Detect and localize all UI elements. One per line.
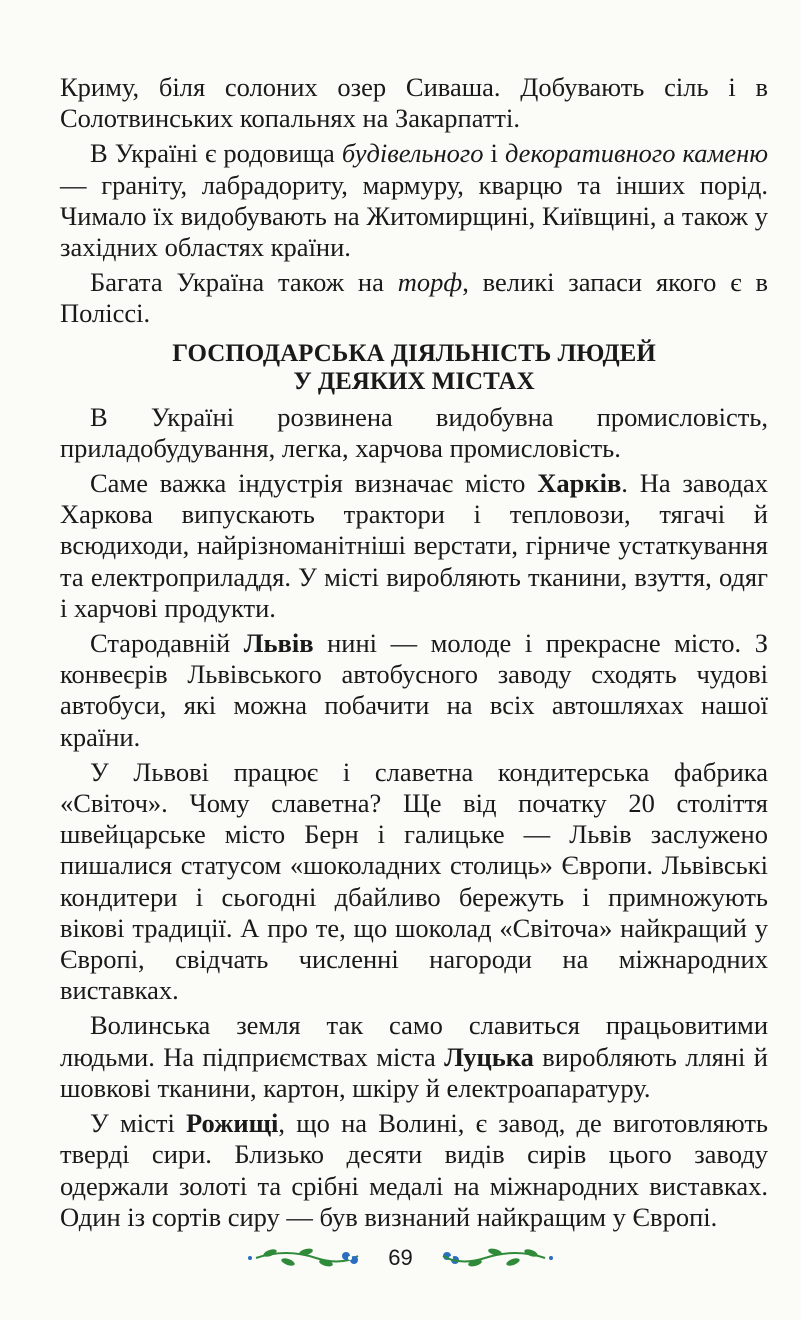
paragraph-svitoch bbox=[60, 757, 768, 1007]
page-text bbox=[60, 72, 768, 1237]
paragraph-text: нині — молоде і прекрасне місто. З конвеєрів Львівського автобусного заводу сходять чудові автобуси, які можна побачити на всіх автошляхах нашої країни. bbox=[60, 628, 768, 752]
page-number: 69 bbox=[388, 1245, 413, 1270]
paragraph-text: , великі запаси якого є в Поліссі. bbox=[60, 267, 768, 329]
paragraph-continuation bbox=[60, 72, 768, 134]
paragraph-stone bbox=[60, 138, 768, 263]
paragraph-text: — граніту, лабрадориту, мармуру, кварцю та інших порід. Чимало їх видобувають на Житомирщині, Київщині, а також у західних областях країни. bbox=[60, 169, 768, 263]
paragraph-text: В Україні розвинена видобувна промисловість, приладобудування, легка, харчова промисловість. bbox=[60, 401, 768, 463]
italic-term: декоративного каменю bbox=[504, 138, 769, 169]
italic-term: торф bbox=[397, 267, 463, 298]
page-footer bbox=[0, 1238, 801, 1278]
paragraph-peat bbox=[60, 267, 768, 329]
paragraph-text: У місті bbox=[90, 1108, 187, 1139]
paragraph-lviv bbox=[60, 628, 768, 753]
bold-city-name: Львів bbox=[243, 628, 314, 659]
paragraph-text: Стародавній bbox=[90, 628, 244, 659]
paragraph-rozhyshche bbox=[60, 1108, 768, 1233]
paragraph-text: В Україні є родовища bbox=[90, 138, 342, 169]
section-heading-line: ГОСПОДАРСЬКА ДІЯЛЬНІСТЬ ЛЮДЕЙ bbox=[172, 339, 656, 367]
bold-city-name: Рожищі bbox=[186, 1108, 279, 1139]
paragraph-text: Криму, біля солоних озер Сиваша. Добувають сіль і в Солотвинських копальнях на Закарпатті. bbox=[60, 72, 768, 134]
italic-term: будівельного bbox=[341, 138, 484, 169]
bold-city-name: Харків bbox=[537, 468, 622, 499]
paragraph-text: виробляють лляні й шовкові тканини, картон, шкіру й електроапаратуру. bbox=[60, 1041, 768, 1103]
paragraph-text: . На заводах Харкова випускають трактори і тепловози, тягачі й всюдиходи, найрізноманітніші верстати, гірниче устаткування та електроприладдя. У місті виробляють тканини, взуття, одяг і харчові продукти. bbox=[60, 468, 768, 623]
paragraph-text: Волинська земля так само славиться працьовитими людьми. На підприємствах міста bbox=[60, 1010, 768, 1072]
paragraph-text: , що на Волині, є завод, де виготовляють тверді сири. Близько десяти видів сирів цього заводу одержали золоті та срібні медалі на міжнародних виставках. Один із сортів сиру — був визнаний найкращим у Європі. bbox=[60, 1108, 768, 1232]
section-heading-line: У ДЕЯКИХ МІСТАХ bbox=[293, 367, 535, 395]
paragraph-industry bbox=[60, 402, 768, 464]
paragraph-text: У Львові працює і славетна кондитерська фабрика «Світоч». Чому славетна? Ще від початку 20 століття швейцарське місто Берн і галицьке — Львів заслужено пишалися статусом «шоколадних столиць» Європи. Львівські кондитери і сьогодні дбайливо бережуть і примножують вікові традиції. А про те, що шоколад «Світоча» найкращий у Європі, свідчать численні нагороди на міжнародних виставках. bbox=[60, 756, 768, 1006]
floral-vine-ornament-icon bbox=[435, 1244, 555, 1272]
paragraph-kharkiv bbox=[60, 468, 768, 624]
paragraph-lutsk bbox=[60, 1010, 768, 1104]
floral-vine-ornament-icon bbox=[246, 1244, 366, 1272]
section-heading bbox=[60, 340, 768, 396]
paragraph-text: Саме важка індустрія визначає місто bbox=[90, 468, 538, 499]
bold-city-name: Луцька bbox=[444, 1041, 534, 1072]
paragraph-text: і bbox=[483, 138, 505, 169]
paragraph-text: Багата Україна також на bbox=[90, 267, 398, 298]
